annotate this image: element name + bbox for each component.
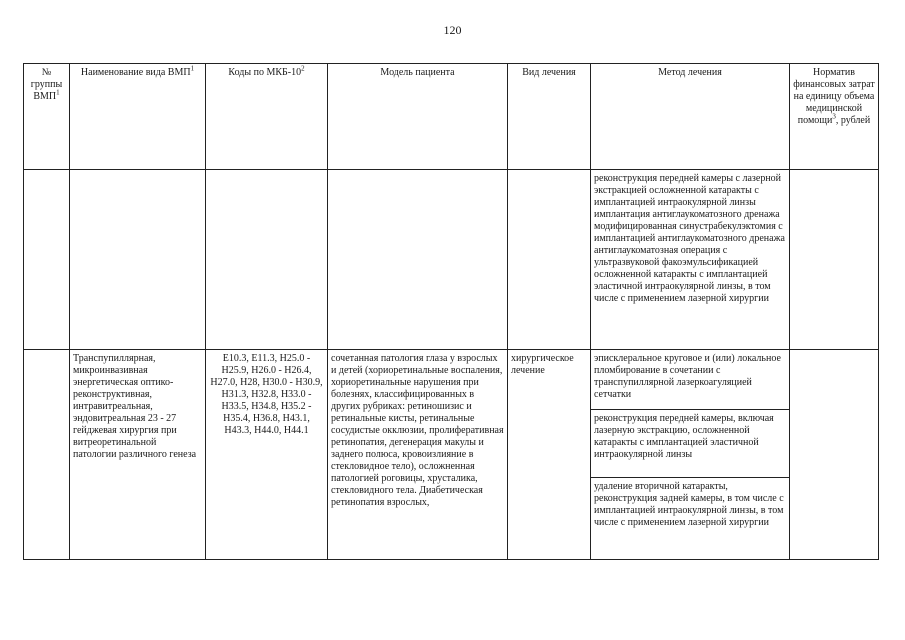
cell-norm	[790, 170, 879, 350]
vmp-table	[23, 63, 879, 560]
cell-codes	[206, 170, 328, 350]
cell-norm	[790, 350, 879, 560]
cell-method: эписклеральное круговое и (или) локальное пломбирование в сочетании с транспупиллярной лазеркоагуляцией сетчатки	[591, 350, 790, 410]
cell-treatment	[508, 170, 591, 350]
cell-name: Транспупиллярная, микроинвазивная энергетическая оптико-реконструктивная, интравитреальная, эндовитреальная 23 - 27 гейджевая хирургия при витреоретинальной патологии различного генеза	[70, 350, 206, 560]
cell-group	[24, 170, 70, 350]
page-number: 120	[443, 23, 462, 37]
cell-method: реконструкция передней камеры с лазерной экстракцией осложненной катаракты с имплантацией интраокулярной линзы имплантация антиглаукоматозного дренажа модифицированная синустрабекулэктомия с имплантацией антиглаукоматозного дренажа антиглаукоматозная операция с ультразвуковой факоэмульсификацией осложненной катаракты с имплантацией эластичной интраокулярной линзы, в том числе с применением лазерной хирургии	[591, 170, 790, 350]
table-header-row	[24, 64, 879, 170]
cell-codes: E10.3, E11.3, H25.0 - H25.9, H26.0 - H26.4, H27.0, H28, H30.0 - H30.9, H31.3, H32.8, H33.0 - H33.5, H34.8, H35.2 - H35.4, H36.8, H43.1, H43.3, H44.0, H44.1	[206, 350, 328, 560]
cell-name	[70, 170, 206, 350]
header-model: Модель пациента	[328, 64, 508, 170]
cell-method: реконструкция передней камеры, включая лазерную экстракцию, осложненной катаракты с имплантацией эластичной интраокулярной линзы	[591, 410, 790, 478]
table-row	[24, 170, 879, 350]
header-norm: Норматив финансовых затрат на единицу объема медицинской помощи$^3$, рублей	[790, 64, 879, 170]
table-row	[24, 350, 879, 410]
header-codes: Коды по МКБ-$10^2$	[206, 64, 328, 170]
header-method: Метод лечения	[591, 64, 790, 170]
header-name: Наименование вида ВМП$^1$	[70, 64, 206, 170]
header-group: № группы ВМП$^1$	[24, 64, 70, 170]
cell-method: удаление вторичной катаракты, реконструкция задней камеры, в том числе с имплантацией интраокулярной линзы, в том числе с применением лазерной хирургии	[591, 478, 790, 560]
header-treatment: Вид лечения	[508, 64, 591, 170]
cell-treatment: хирургическое лечение	[508, 350, 591, 560]
cell-model: сочетанная патология глаза у взрослых и детей (хориоретинальные воспаления, хориоретинальные нарушения при болезнях, классифицированных в других рубриках: ретиношизис и ретинальные кисты, ретинальные сосудистые окклюзии, пролиферативная ретинопатия, дегенерация макулы и заднего полюса, кровоизлияние в стекловидное тело), осложненная патологией роговицы, хрусталика, стекловидного тела. Диабетическая ретинопатия взрослых,	[328, 350, 508, 560]
cell-group	[24, 350, 70, 560]
cell-model	[328, 170, 508, 350]
